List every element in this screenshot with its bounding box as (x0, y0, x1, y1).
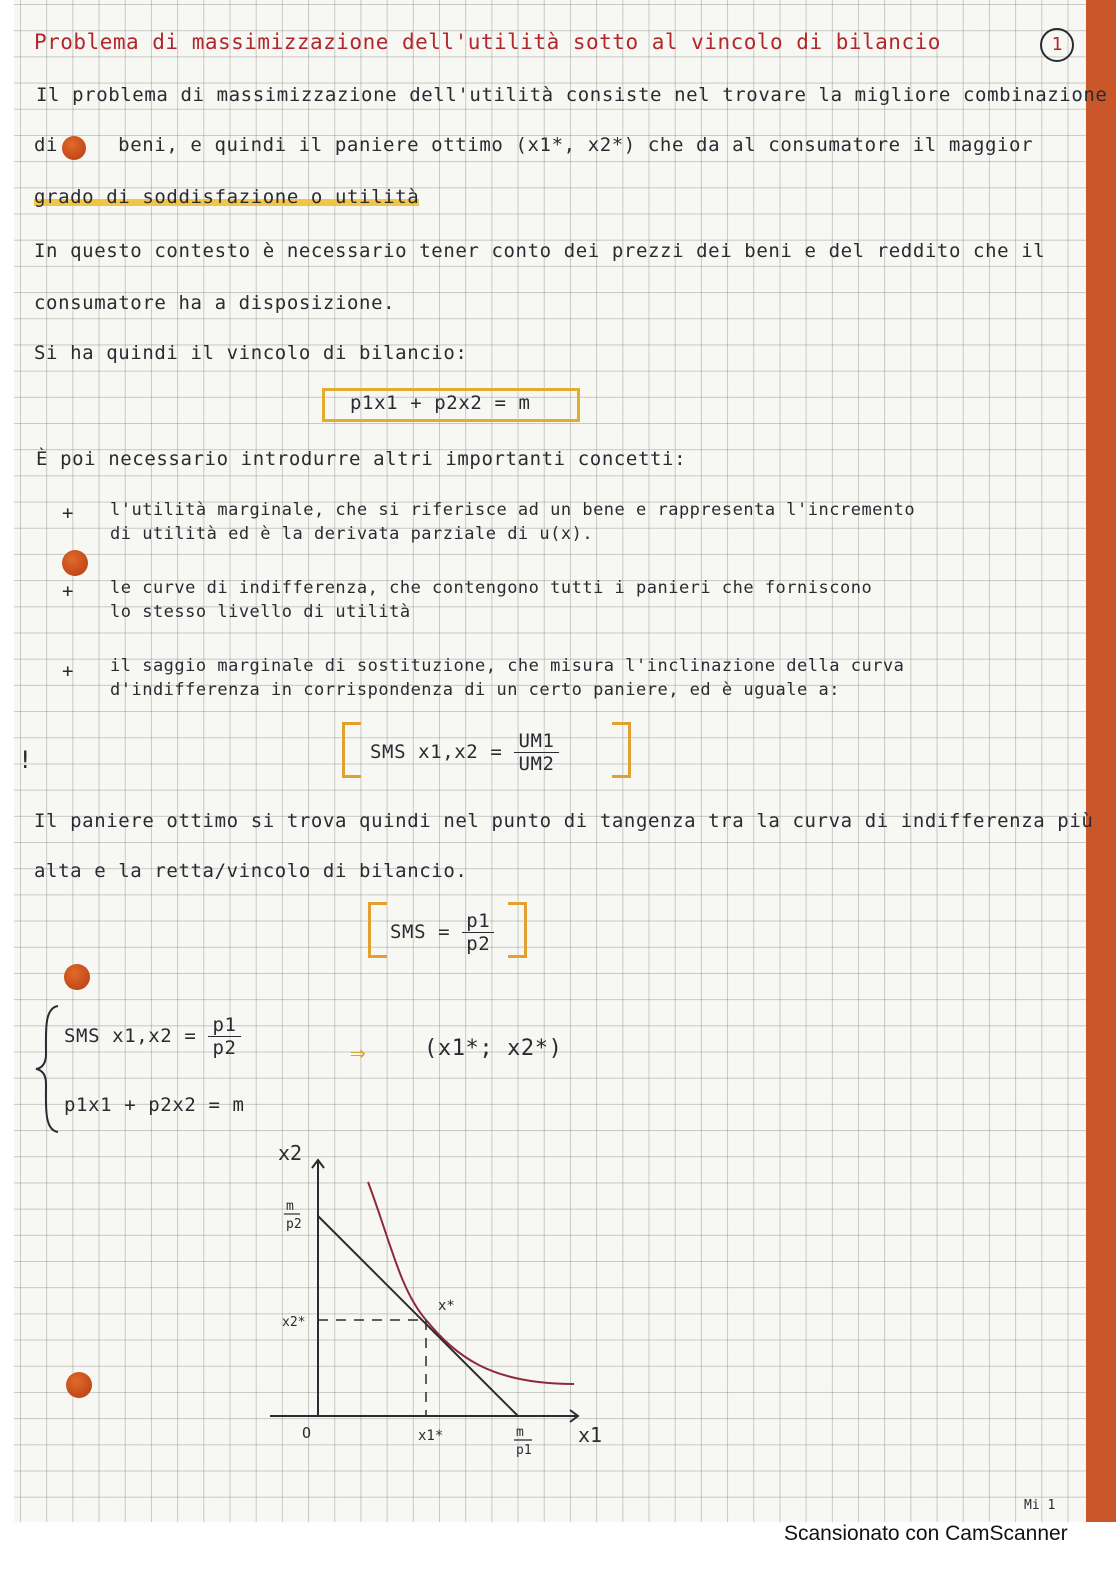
sms-price-den: p2 (466, 933, 491, 955)
y-intercept-num: m (286, 1199, 294, 1214)
system-eq1-lhs: SMS x1,x2 = (64, 1025, 197, 1047)
concept-bullet-1: + (62, 502, 75, 524)
right-bracket-sms (612, 722, 631, 778)
hole-punch-3 (64, 964, 90, 990)
concept-bullet-3: + (62, 660, 75, 682)
system-eq1-num: p1 (208, 1014, 240, 1037)
budget-line (318, 1216, 518, 1416)
intro-line-2-pre: di (34, 134, 59, 156)
margin-exclamation: ! (18, 746, 34, 774)
concept-3-line-2: d'indifferenza in corrispondenza di un certo paniere, ed è uguale a: (110, 680, 840, 700)
optimum-line-1: Il paniere ottimo si trova quindi nel punto di tangenza tra la curva di indifferenza più (34, 810, 1094, 832)
sms-price-formula (390, 910, 494, 955)
x-intercept-den: p1 (516, 1443, 532, 1458)
optimum-point-label: x* (438, 1298, 455, 1314)
concept-1-line-2: di utilità ed è la derivata parziale di u(x). (110, 524, 594, 544)
concept-bullet-2: + (62, 580, 75, 602)
hole-punch-2 (62, 550, 88, 576)
concept-3-line-1: il saggio marginale di sostituzione, che misura l'inclinazione della curva (110, 656, 905, 676)
y-star-label: x2* (282, 1315, 306, 1330)
intro-line-4: In questo contesto è necessario tener conto dei prezzi dei beni e del reddito che il (34, 240, 1046, 262)
page-title: Problema di massimizzazione dell'utilità sotto al vincolo di bilancio (34, 30, 941, 54)
page-number: 1 (1040, 28, 1074, 62)
concept-2-line-2: lo stesso livello di utilità (110, 602, 411, 622)
indifference-curve (368, 1182, 574, 1384)
y-intercept-den: p2 (286, 1217, 302, 1232)
left-bracket-sms (342, 722, 361, 778)
y-axis-label: x2 (278, 1141, 303, 1165)
sms-price-lhs: SMS = (390, 921, 451, 943)
sms-formula (370, 730, 559, 775)
right-bracket-price (508, 902, 527, 958)
utility-graph (260, 1130, 620, 1470)
scanner-footer: Scansionato con CamScanner (784, 1522, 1068, 1545)
notebook-edge (1086, 0, 1116, 1522)
page-tag: Mi 1 (1024, 1498, 1056, 1513)
optimum-line-2: alta e la retta/vincolo di bilancio. (34, 860, 468, 882)
sms-formula-den: UM2 (518, 753, 555, 775)
hole-punch-4 (66, 1372, 92, 1398)
system-eq1-fraction (208, 1014, 240, 1059)
system-brace (34, 1002, 64, 1136)
sms-price-fraction (462, 910, 494, 955)
sms-formula-fraction (514, 730, 558, 775)
system-equation-2: p1x1 + p2x2 = m (64, 1094, 245, 1116)
system-eq1-den: p2 (212, 1037, 237, 1059)
x-axis-label: x1 (578, 1423, 603, 1447)
concept-2-line-1: le curve di indifferenza, che contengono tutti i panieri che forniscono (110, 578, 873, 598)
intro-line-3: grado di soddisfazione o utilità (34, 186, 420, 208)
sms-price-num: p1 (462, 910, 494, 933)
concept-1-line-1: l'utilità marginale, che si riferisce ad un bene e rappresenta l'incremento (110, 500, 916, 520)
implies-arrow: ⇒ (350, 1038, 367, 1068)
intro-line-2-rest: beni, e quindi il paniere ottimo (x1*, x2*) che da al consumatore il maggior (118, 134, 1034, 156)
intro-line-6: Si ha quindi il vincolo di bilancio: (34, 342, 468, 364)
origin-label: O (302, 1424, 312, 1442)
intro-line-5: consumatore ha a disposizione. (34, 292, 396, 314)
intro-line-2 (34, 134, 1033, 156)
x-intercept-num: m (516, 1425, 524, 1440)
intro-line-1: Il problema di massimizzazione dell'utilità consiste nel trovare la migliore combinazione (36, 84, 1108, 106)
left-bracket-price (368, 902, 387, 958)
hole-punch-1 (62, 136, 86, 160)
concepts-intro: È poi necessario introdurre altri importanti concetti: (36, 448, 687, 470)
sms-formula-num: UM1 (514, 730, 558, 753)
system-equation-1 (64, 1014, 241, 1059)
x-star-label: x1* (418, 1428, 444, 1444)
budget-constraint: p1x1 + p2x2 = m (350, 392, 531, 414)
sms-formula-lhs: SMS x1,x2 = (370, 741, 503, 763)
system-result: (x1*; x2*) (424, 1036, 563, 1061)
